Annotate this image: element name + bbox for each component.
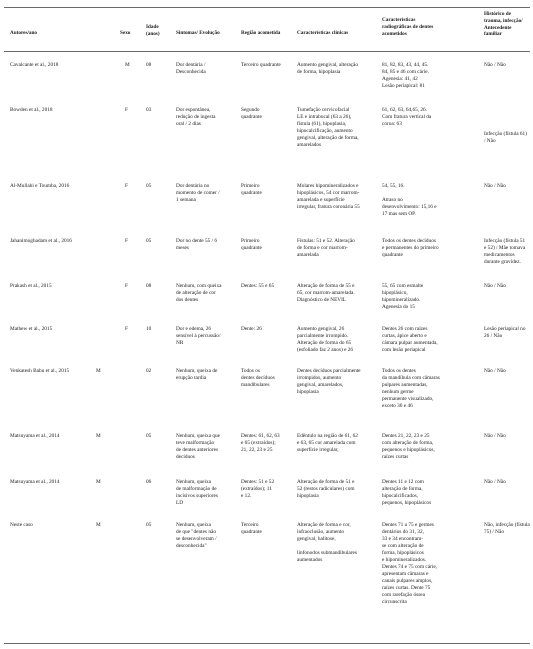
cell-radiograficas: 81, 82, 83, 43, 44, 45. 84, 85 e 46 com cárie. Agenesia: 41, 42 Lesão periapical: 81 <box>382 62 429 89</box>
cell-sexo: F <box>125 326 128 332</box>
cell-sintomas: Nenhum, queixa de erupção tardia <box>176 368 218 381</box>
cell-radiograficas: Dentes 71 a 75 e germes dentários do 31, 32, 33 e 34 encontram- se com alteração de forma, hipoplásicos e hipomineralizados. Dentes 74 e 75 com cárie, apresentam câmaras e canais pulpares amplos, raízes curtas. Dente 75 com rarefação óssea circunscrita <box>382 522 438 605</box>
cell-idade: 02 <box>146 368 152 374</box>
cell-sintomas: Dor dentária no momento de comer / 1 semana <box>176 183 220 203</box>
cell-clinicas: Alteração de forma de 55 e 65, cor marrom-amarelada. Diagnóstico de NEVIL <box>297 283 355 303</box>
header-clinicas: Características clínicas <box>297 30 349 36</box>
cell-regiao: Dente: 26 <box>241 326 262 332</box>
header-bottom-rule <box>4 51 530 52</box>
cell-radiograficas: 61, 62, 63, 64,65, 26. Com fratura vertical da coroa: 63 <box>382 107 432 127</box>
cell-historico: Lesão periapical no 26 / Não <box>484 326 526 339</box>
cell-historico: Não, infecção (fístula 75) / Não <box>484 522 530 535</box>
cell-clinicas: Molares hipomineralizados e hipoplásicos, 54 cor marrom- amarelada e superfície irregular, fratura coronária 55 <box>297 183 360 210</box>
cell-radiograficas: 55, 65 com esmalte hipoplásico, hipomineralizado. Agenesia do 15 <box>382 283 424 310</box>
header-sintomas: Sintomas/ Evolução <box>176 30 220 36</box>
cell-historico: Não / Não <box>484 368 506 374</box>
cell-autores: Al-Mullahi e Toumba, 2016 <box>10 183 70 189</box>
cell-regiao: Terceiro quadrante <box>241 522 262 535</box>
cell-idade: 05 <box>146 183 152 189</box>
cell-autores: Matsuyama et al., 2014 <box>10 479 60 485</box>
table-bottom-rule <box>4 643 530 644</box>
cell-regiao: Segundo quadrante <box>241 107 262 120</box>
cell-idade: 03 <box>146 107 152 113</box>
cell-clinicas: Alteração de forma de 51 e 52 (restos radiculares) com hipoplasia <box>297 479 355 499</box>
cell-sexo: M <box>96 479 101 485</box>
cell-sexo: M <box>125 62 130 68</box>
cell-radiograficas: Dentes 11 e 12 com alteração de forma, hipocalcificados, pequenos, hipoplásicos <box>382 479 432 506</box>
cell-sintomas: Dor e edema, 26 sensível à percussão/ NR <box>176 326 221 346</box>
cell-sexo: M <box>96 433 101 439</box>
cell-clinicas: Dentes decíduos parcialmente irrompidos, aumento gengival, amarelados, hipoplasia <box>297 368 361 395</box>
cell-clinicas: Tumefação cervicofacial LE e intrabucal (63 a 26), fístula (61), hipoplasia, hipocalcificação, aumento gengival, alteração de forma, amarelados <box>297 107 359 148</box>
cell-historico: Não / Não <box>484 62 506 68</box>
cell-autores: Mathew et al., 2015 <box>10 326 53 332</box>
cell-autores: Jahanimoghadam et al., 2016 <box>10 238 72 244</box>
cell-idade: 08 <box>146 62 152 68</box>
cell-autores: Venkatesh Babu et al., 2015 <box>10 368 70 374</box>
cell-regiao: Primeiro quadrante <box>241 238 262 251</box>
cell-sintomas: Nenhum, queixa de malformação de incisivos superiores LD <box>176 479 218 506</box>
cell-historico: Infecção (fístula 51 e 52) / Mãe tomava medicamentos durante gravidez. <box>484 238 526 265</box>
cell-regiao: Dentes: 55 e 65 <box>241 283 275 289</box>
cell-clinicas: Aumento gengival, alteração de forma, hipoplasia <box>297 62 359 75</box>
cell-autores: Cavalcante et al., 2018 <box>10 62 59 68</box>
cell-sintomas: Dor dentária / Desconhecida <box>176 62 206 75</box>
cell-idade: 08 <box>146 283 152 289</box>
cell-sexo: F <box>125 183 128 189</box>
cell-sintomas: Nenhum, com queixa de alteração de cor dos dentes <box>176 283 222 303</box>
cell-radiograficas: Todos os dentes decíduos e permanentes do primeiro quadrante <box>382 238 439 258</box>
cell-sintomas: Nenhum, queixa de que "dentes não se desenvolveram / desconhecida" <box>176 522 217 549</box>
cell-regiao: Dentes: 51 e 52 (extraídos); 11 e 12. <box>241 479 275 499</box>
cell-historico: Não / Não <box>484 183 506 189</box>
cell-sintomas: Dor espontânea, redução de ingesta oral / 2 dias <box>176 107 216 127</box>
cell-sintomas: Nenhum, queixa que teve malformação de dentes anteriores decíduos <box>176 433 220 460</box>
cell-radiograficas: Dentes 26 com raízes curtas, ápice aberto e câmara pulpar aumentada, com lesão periapical <box>382 326 438 353</box>
cell-regiao: Terceiro quadrante <box>241 62 281 68</box>
cell-idade: 05 <box>146 522 152 528</box>
cell-radiograficas: Dentes 21, 22, 23 e 25 com alteração de forma, pequenos e hipoplásicos, raízes curtas <box>382 433 435 460</box>
cell-clinicas: Aumento gengival, 26 parcialmente irrompido. Alteração de forma do 65 (esfoliado faz 2 anos) e 26 <box>297 326 354 353</box>
cell-sexo: F <box>125 107 128 113</box>
cell-sexo: M <box>96 368 101 374</box>
header-radiograficas: Características radiográficas de dentes acometidos <box>382 17 434 37</box>
cell-historico: Não / Não <box>484 283 506 289</box>
header-historico: Histórico de trauma, infecção/ Antecedente familiar <box>484 11 523 38</box>
cell-radiograficas: 54, 55, 16. Atraso no desenvolvimento: 15,16 e 17 mas sem OP. <box>382 183 437 217</box>
header-regiao: Região acometida <box>241 30 281 36</box>
cell-autores: Prakash et al., 2015 <box>10 283 52 289</box>
cell-sintomas: Dor no dente 55 / 6 meses <box>176 238 218 251</box>
cell-autores: Bowden et al., 2018 <box>10 107 53 113</box>
cell-idade: 06 <box>146 479 152 485</box>
header-sexo: Sexo <box>120 30 131 36</box>
table-top-rule <box>4 7 530 8</box>
header-idade: Idade (anos) <box>146 24 160 37</box>
cell-idade: 05 <box>146 433 152 439</box>
cell-clinicas: Edêntulo na região de 61, 62 e 63, 65 cor amarelada com superfície irregular, <box>297 433 358 453</box>
cell-sexo: M <box>96 522 101 528</box>
cell-idade: 10 <box>146 326 152 332</box>
cell-sexo: F <box>125 238 128 244</box>
cell-historico: Infecção (fístula 61) / Não <box>484 131 527 144</box>
cell-radiograficas: Todos os dentes da mandíbula com câmaras pulpares aumentadas, nenhum germe permanente visualizado, exceto 36 e 46 <box>382 368 440 409</box>
cell-regiao: Primeiro quadrante <box>241 183 262 196</box>
cell-historico: Não / Não <box>484 433 506 439</box>
cell-regiao: Dentes: 61, 62, 63 e 65 (extraídos); 21, 22, 23 e 25 <box>241 433 280 453</box>
cell-sexo: F <box>125 283 128 289</box>
cell-idade: 05 <box>146 238 152 244</box>
cell-regiao: Todos os dentes decíduos mandibulares <box>241 368 275 388</box>
cell-historico: Não / Não <box>484 479 506 485</box>
header-autores: Autores/ano <box>10 30 37 36</box>
cell-autores: Matsuyama et al., 2014 <box>10 433 60 439</box>
cell-clinicas: Fístulas: 51 e 52. Alteração de forma e cor marrom- amarelada <box>297 238 355 258</box>
cell-autores: Neste caso <box>10 522 33 528</box>
cell-clinicas: Alteração de forma e cor, infraoclusão, aumento gengival, halitose, linfonodos submandibulares aumentados <box>297 522 357 563</box>
